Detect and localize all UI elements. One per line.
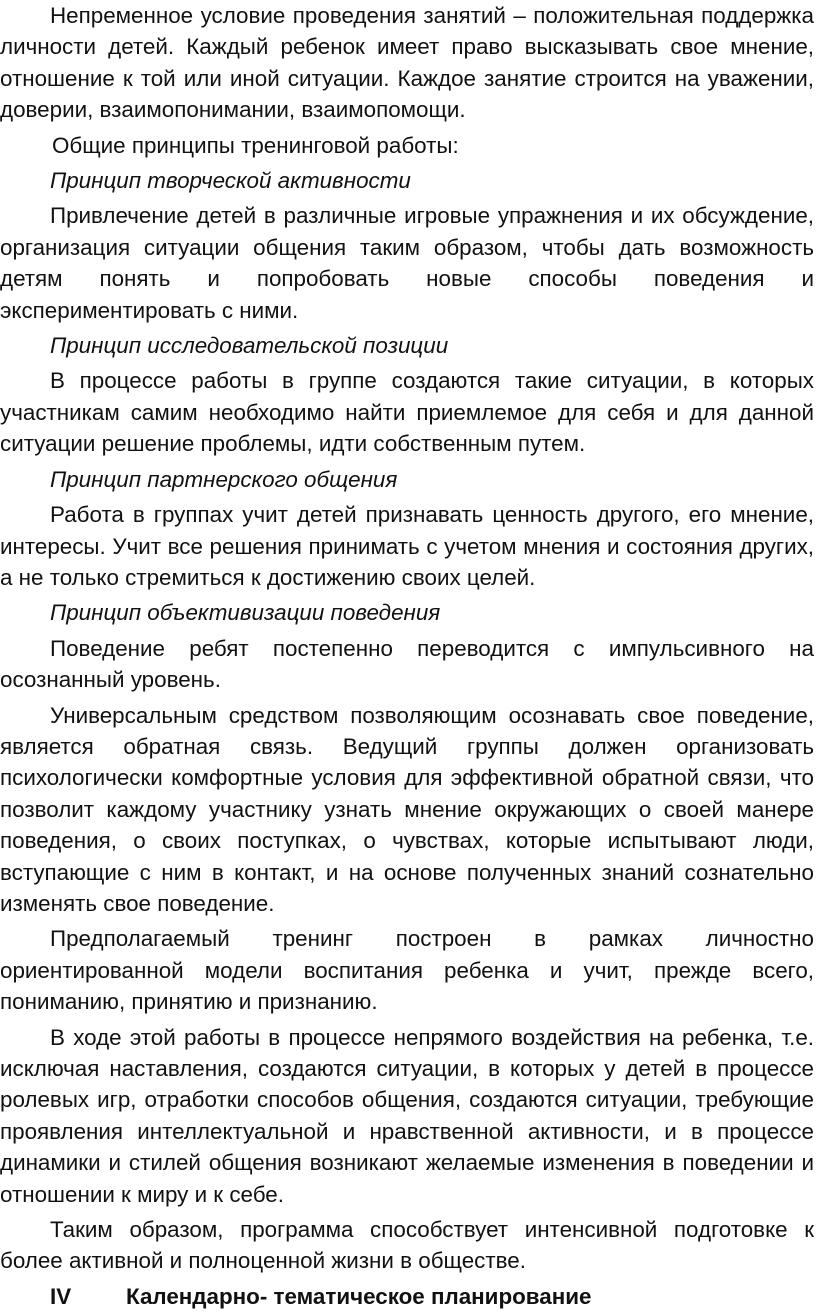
section-heading xyxy=(0,1281,814,1312)
principle-heading-creative: Принцип творческой активности xyxy=(50,168,411,194)
section-title: Календарно- тематическое планирование xyxy=(126,1283,592,1309)
paragraph-partnership: Работа в группах учит детей признавать ценность другого, его мнение, интересы. Учит все решения принимать с учетом мнения и состояния других, а не только стремиться к достижению своих целей. xyxy=(0,502,814,590)
principle-heading-partnership: Принцип партнерского общения xyxy=(50,466,398,492)
paragraph-indirect-influence: В ходе этой работы в процессе непрямого воздействия на ребенка, т.е. исключая наставления, создаются ситуации, в которых у детей в процессе ролевых игр, отработки способов общения, создаются ситуации, требующие проявления интеллектуальной и нравственной активности, и в процессе динамики и стилей общения возникают желаемые изменения в поведении и отношении к миру и к себе. xyxy=(0,1024,814,1207)
paragraph-conclusion: Таким образом, программа способствует интенсивной подготовке к более активной и полноценной жизни в обществе. xyxy=(0,1217,814,1274)
paragraph-training-model: Предполагаемый тренинг построен в рамках личностно ориентированной модели воспитания ребенка и учит, прежде всего, пониманию, принятию и признанию. xyxy=(0,926,814,1015)
paragraph-principles-intro: Общие принципы тренинговой работы: xyxy=(52,132,459,158)
paragraph-conditions: Непременное условие проведения занятий – положительная поддержка личности детей. Каждый ребенок имеет право высказывать свое мнение, отношение к той или иной ситуации. Каждое занятие строится на уважении, доверии, взаимопонимании, взаимопомощи. xyxy=(0,3,814,123)
section-number: IV xyxy=(50,1283,72,1309)
paragraph-research: В процессе работы в группе создаются такие ситуации, в которых участникам самим необходимо найти приемлемое для себя и для данной ситуации решение проблемы, идти собственным путем. xyxy=(0,368,814,457)
paragraph-creative: Привлечение детей в различные игровые упражнения и их обсуждение, организация ситуации общения таким образом, чтобы дать возможность детям понять и попробовать новые способы поведения и экспериментировать с ними. xyxy=(0,203,814,323)
paragraph-feedback: Универсальным средством позволяющим осознавать свое поведение, является обратная связь. Ведущий группы должен организовать психологически комфортные условия для эффективной обратной связи, что позволит каждому участнику узнать мнение окружающих о своей манере поведения, о своих поступках, о чувствах, которые испытывают люди, вступающие с ним в контакт, и на основе полученных знаний сознательно изменять свое поведение. xyxy=(0,702,814,916)
principle-heading-research: Принцип исследовательской позиции xyxy=(50,333,449,359)
paragraph-behavior: Поведение ребят постепенно переводится с импульсивного на осознанный уровень. xyxy=(0,635,814,693)
principle-heading-objectivization: Принцип объективизации поведения xyxy=(50,600,441,626)
